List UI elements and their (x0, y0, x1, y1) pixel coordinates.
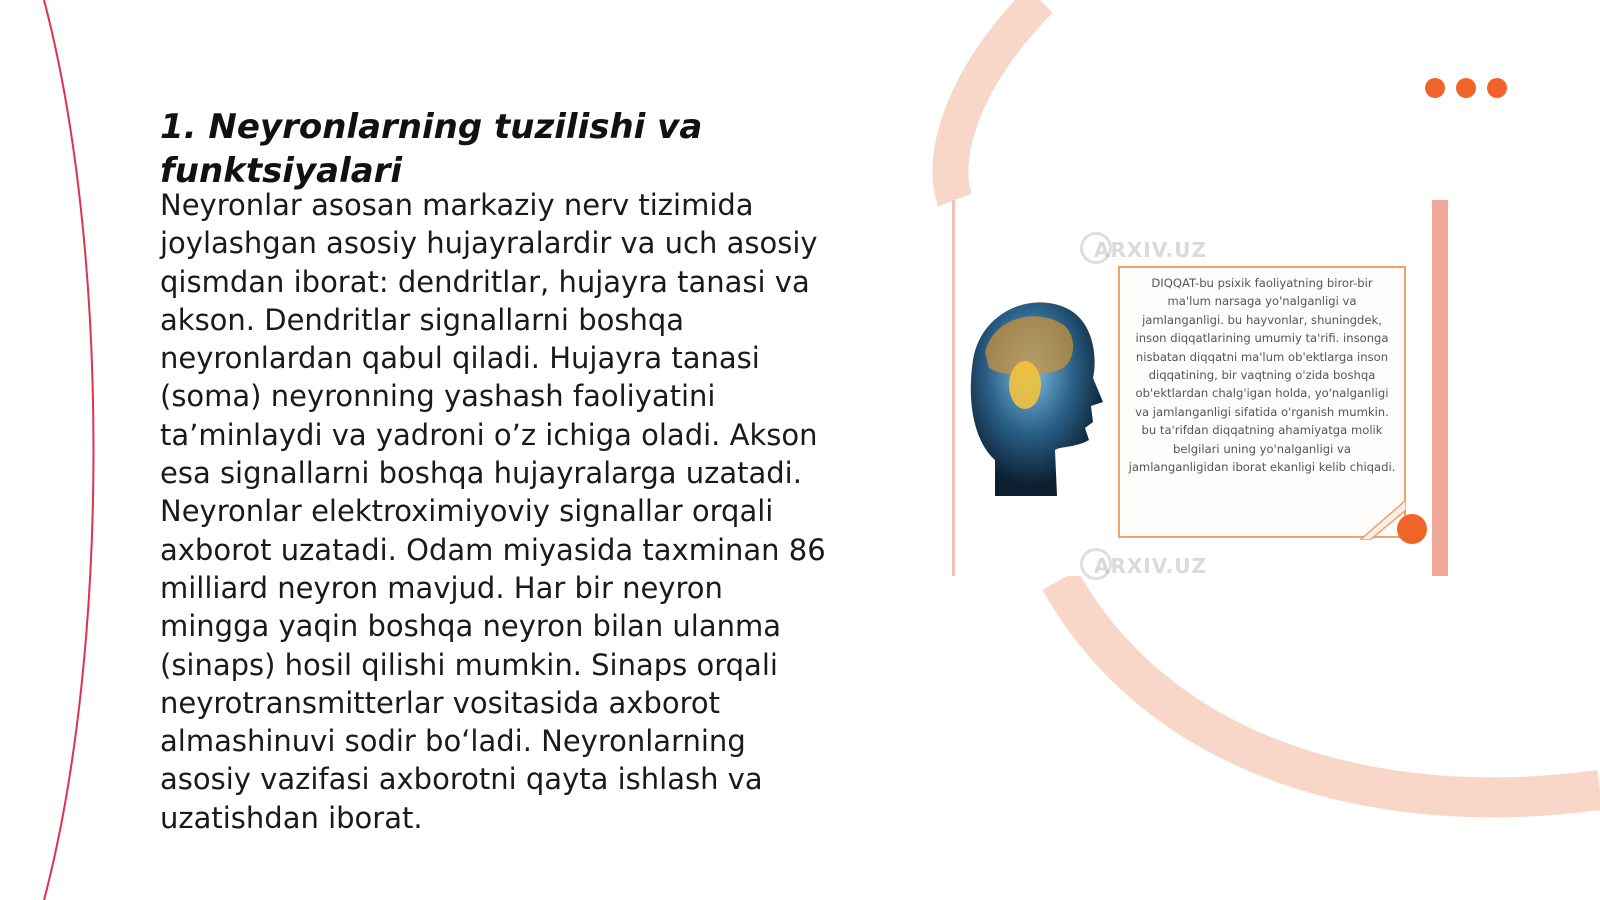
right-peach-arc-bottom (1060, 580, 1600, 797)
watermark-text: ARXIV.UZ (1094, 554, 1207, 578)
dots-menu-icon (1425, 78, 1507, 98)
slide-title: 1. Neyronlarning tuzilishi va funktsiyalari (160, 107, 703, 191)
head-brain-image (965, 290, 1105, 496)
image-panel-stripe (1432, 200, 1448, 576)
watermark-text: ARXIV.UZ (1094, 238, 1207, 262)
dot-1 (1425, 78, 1445, 98)
dot-2 (1456, 78, 1476, 98)
right-peach-arc (950, 0, 1040, 200)
left-accent-line (44, 0, 94, 900)
dot-3 (1487, 78, 1507, 98)
orange-dot (1397, 514, 1427, 544)
slide-body-text: Neyronlar asosan markaziy nerv tizimida joylashgan asosiy hujayralardir va uch asosiy qismdan iborat: dendritlar, hujayra tanasi va akson. Dendritlar signallarni boshqa neyronlardan qabul qiladi. Hujayra tanasi (soma) neyronning yashash faoliyatini ta’minlaydi va yadroni o’z ichiga oladi. Akson esa signallarni boshqa hujayralarga uzatadi. Neyronlar elektroximiyoviy signallar orqali axborot uzatadi. Odam miyasida taxminan 86 milliard neyron mavjud. Har bir neyron mingga yaqin boshqa neyron bilan ulanma (sinaps) hosil qilishi mumkin. Sinaps orqali neyrotransmitterlar vositasida axborot almashinuvi sodir bo‘ladi. Neyronlarning asosiy vazifasi axborotni qayta ishlash va uzatishdan iborat. (160, 188, 826, 835)
diqqat-note-card: DIQQAT-bu psixik faoliyatning biror-bir ma'lum narsaga yo'nalganligi va jamlanganligi. bu hayvonlar, shuningdek, inson diqqatlarining umumiy ta'rifi. insonga nisbatan diqqatni ma'lum ob'ektlarga inson diqqatining, bir vaqtning o'zida boshqa ob'ektlardan chalg'igan holda, yo'nalganligi va jamlanganligi sifatida o'rganish mumkin. bu ta'rifdan diqqatning ahamiyatga molik belgilari uning yo'nalganligi va jamlanganligidan iborat ekanligi kelib chiqadi. (1118, 266, 1406, 538)
